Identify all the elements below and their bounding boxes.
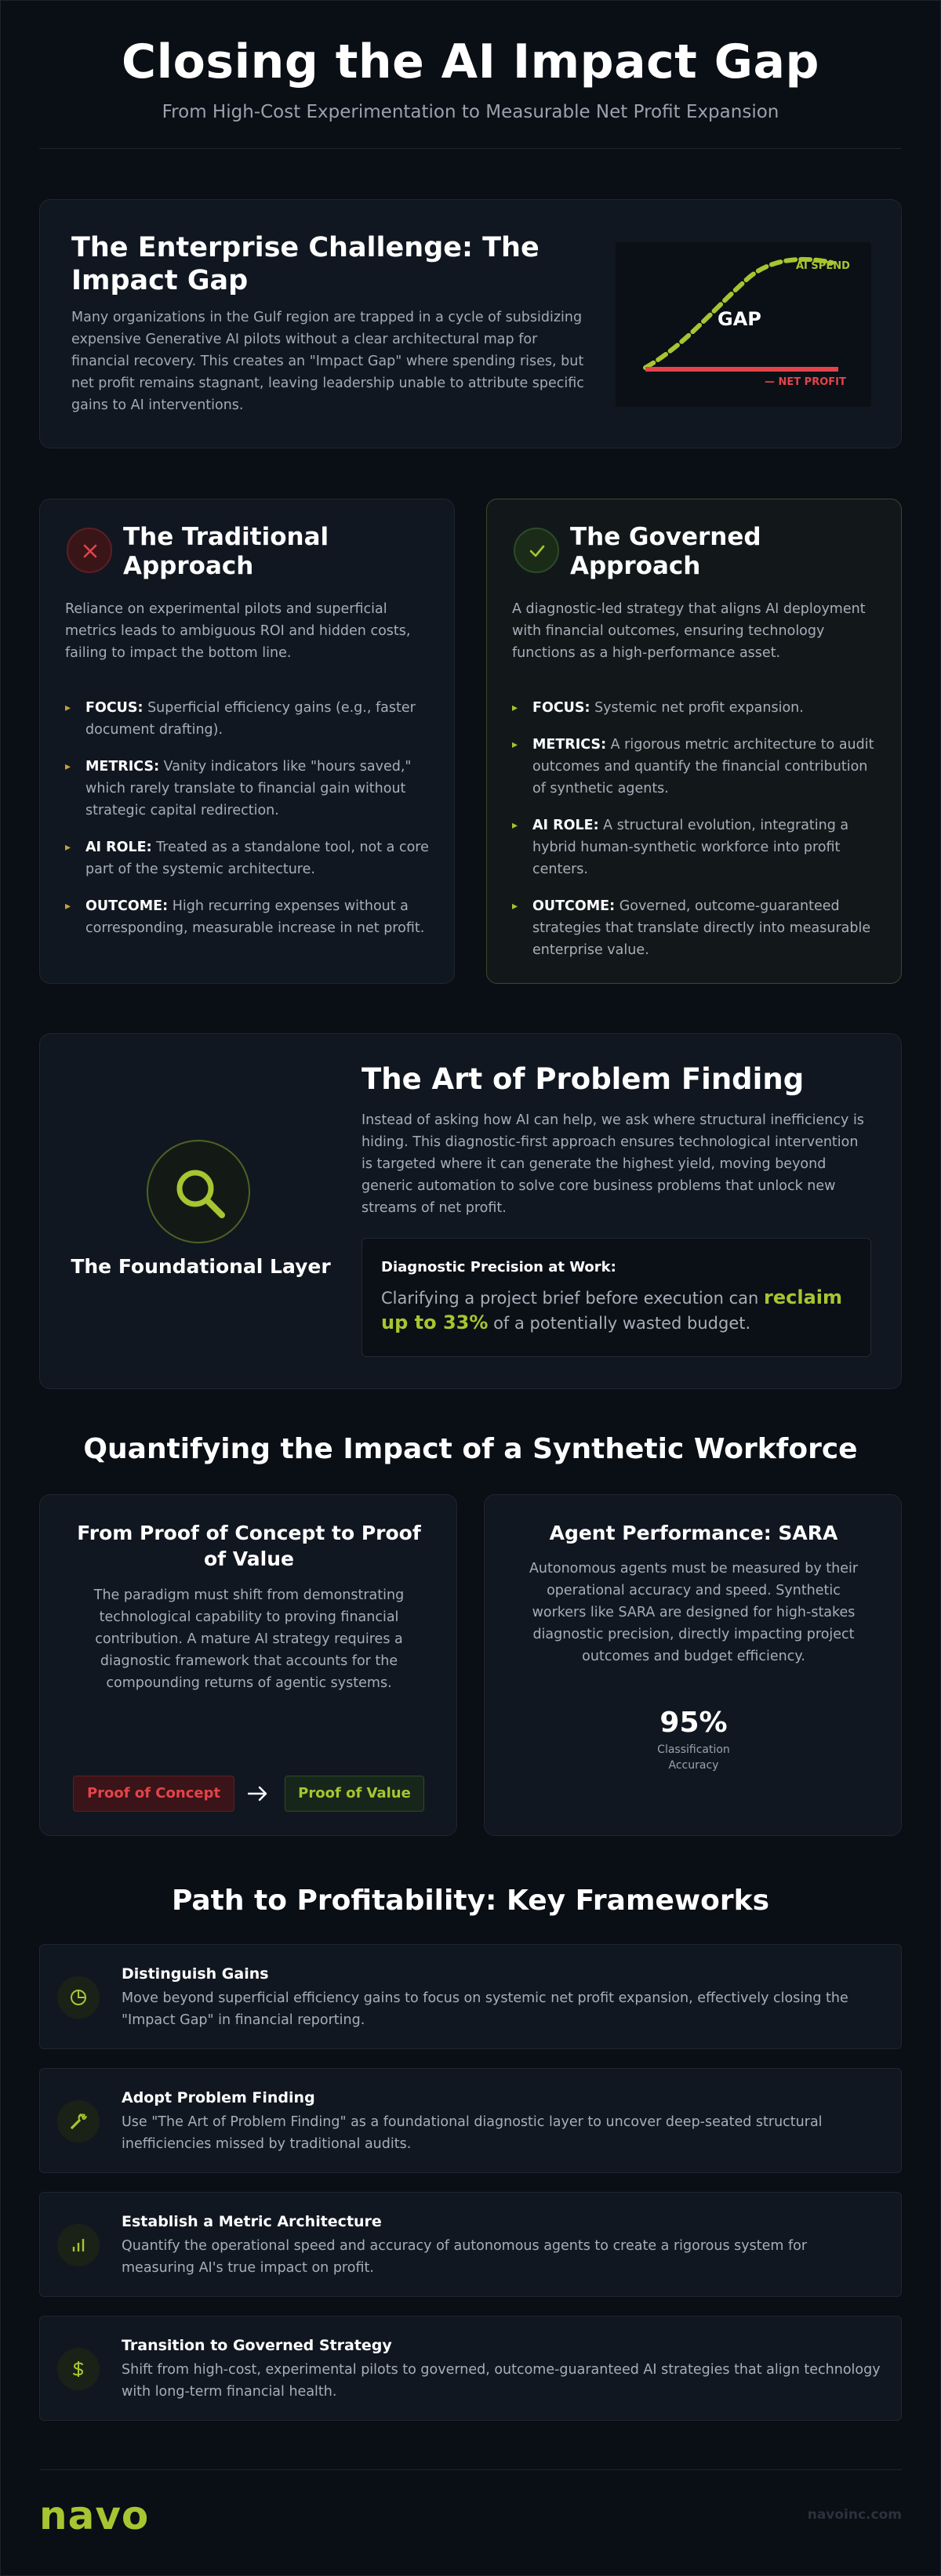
list-item	[512, 815, 881, 880]
item-text: A rigorous metric architecture to audit outcomes and quantify the financial contribution of synthetic agents.	[532, 737, 874, 796]
framework-body: Move beyond superficial efficiency gains to focus on systemic net profit expansion, effectively closing the "Impact Gap" in financial reporting.	[122, 1990, 848, 2028]
stat-label-1: Classification	[657, 1743, 730, 1756]
stat-value: 95%	[659, 1707, 728, 1739]
framework-item-metric-architecture	[39, 2192, 902, 2297]
traditional-approach-card	[39, 499, 455, 984]
bullet-icon: ▸	[65, 760, 71, 773]
list-item	[512, 697, 881, 719]
sara-card	[484, 1494, 902, 1836]
list-item	[512, 895, 881, 961]
item-key: METRICS:	[85, 759, 160, 775]
item-key: OUTCOME:	[85, 898, 169, 914]
framework-item-distinguish-gains	[39, 1944, 902, 2049]
wrench-icon	[57, 2100, 100, 2142]
framework-title: Distinguish Gains	[122, 1965, 269, 1983]
governed-approach-card	[486, 499, 902, 984]
list-item	[65, 895, 434, 939]
gap-label: GAP	[718, 308, 761, 330]
check-icon	[514, 528, 559, 573]
framework-title: Adopt Problem Finding	[122, 2089, 315, 2106]
page-header	[39, 0, 902, 149]
challenge-title: The Enterprise Challenge: The Impact Gap	[71, 232, 540, 296]
traditional-title: The Traditional Approach	[123, 523, 329, 580]
bullet-icon: ▸	[65, 900, 71, 912]
bullet-icon: ▸	[512, 738, 518, 751]
workforce-section-title: Quantifying the Impact of a Synthetic Workforce	[83, 1433, 858, 1465]
callout-heading: Diagnostic Precision at Work:	[381, 1259, 616, 1275]
governed-intro: A diagnostic-led strategy that aligns AI deployment with financial outcomes, ensuring technology functions as a high-performance asset.	[512, 601, 866, 661]
item-key: AI ROLE:	[85, 840, 152, 855]
page-title: Closing the AI Impact Gap	[122, 34, 819, 89]
problem-finding-card	[39, 1033, 902, 1389]
framework-title: Establish a Metric Architecture	[122, 2213, 382, 2230]
impact-gap-graphic	[616, 242, 871, 407]
stat-label-2: Accuracy	[668, 1759, 719, 1772]
item-text: High recurring expenses without a corresponding, measurable increase in net profit.	[85, 898, 425, 936]
footer-divider	[39, 2469, 902, 2470]
navo-logo: navo	[39, 2493, 150, 2538]
challenge-card	[39, 199, 902, 448]
frameworks-title: Path to Profitability: Key Frameworks	[171, 1885, 770, 1917]
list-item	[512, 734, 881, 800]
traditional-list	[65, 697, 434, 954]
proof-of-value-badge: Proof of Value	[285, 1776, 424, 1812]
poc-to-pov-card	[39, 1494, 457, 1836]
item-text: A structural evolution, integrating a hybrid human-synthetic workforce into profit centers.	[532, 818, 849, 877]
bullet-icon: ▸	[65, 702, 71, 714]
callout-post: of a potentially wasted budget.	[488, 1314, 751, 1333]
item-key: FOCUS:	[532, 700, 590, 716]
traditional-intro: Reliance on experimental pilots and superficial metrics leads to ambiguous ROI and hidden costs, failing to impact the bottom line.	[65, 601, 411, 661]
item-key: FOCUS:	[85, 700, 144, 716]
bullet-icon: ▸	[512, 702, 518, 714]
problem-finding-title: The Art of Problem Finding	[362, 1062, 805, 1096]
item-text: Systemic net profit expansion.	[590, 700, 804, 716]
poc-card-title: From Proof of Concept to Proof of Value	[77, 1522, 421, 1570]
framework-body: Use "The Art of Problem Finding" as a foundational diagnostic layer to uncover deep-seated structural inefficiencies missed by traditional audits.	[122, 2114, 823, 2152]
arrow-right-icon	[245, 1782, 271, 1805]
diagnostic-callout	[362, 1238, 871, 1357]
magnifier-icon	[147, 1140, 250, 1243]
item-text: Superficial efficiency gains (e.g., faster document drafting).	[85, 700, 416, 738]
framework-title: Transition to Governed Strategy	[122, 2337, 392, 2354]
framework-item-governed-strategy	[39, 2316, 902, 2421]
item-text: Treated as a standalone tool, not a core part of the systemic architecture.	[85, 840, 429, 877]
pie-chart-icon	[57, 1976, 100, 2019]
callout-text	[381, 1286, 852, 1336]
framework-item-problem-finding	[39, 2068, 902, 2173]
impact-gap-svg	[616, 242, 871, 407]
list-item	[65, 836, 434, 880]
item-key: OUTCOME:	[532, 898, 616, 914]
x-icon	[67, 528, 112, 573]
accuracy-stat	[485, 1707, 903, 1773]
list-item	[65, 697, 434, 741]
item-text: Vanity indicators like "hours saved," which rarely translate to financial gain without strategic capital redirection.	[85, 759, 412, 818]
callout-highlight: reclaim up to 33%	[381, 1286, 842, 1333]
problem-finding-body: Instead of asking how AI can help, we ask where structural inefficiency is hiding. This diagnostic-first approach ensures technological intervention is targeted where it can generate the highest yield, moving beyond generic automation to solve core business problems that unlock new streams of net profit.	[362, 1112, 864, 1216]
bullet-icon: ▸	[512, 900, 518, 912]
framework-body: Quantify the operational speed and accuracy of autonomous agents to create a rigorous system for measuring AI's true impact on profit.	[122, 2238, 808, 2276]
item-key: METRICS:	[532, 737, 607, 753]
net-profit-label: — NET PROFIT	[765, 376, 846, 388]
governed-title: The Governed Approach	[570, 523, 761, 580]
footer-site-link[interactable]: navoinc.com	[807, 2507, 902, 2523]
dollar-icon	[57, 2348, 100, 2390]
sara-card-body: Autonomous agents must be measured by their operational accuracy and speed. Synthetic workers like SARA are designed for high-stakes diagnostic precision, directly impacting project outcomes and budget efficiency.	[529, 1561, 859, 1664]
page-subtitle: From High-Cost Experimentation to Measurable Net Profit Expansion	[162, 102, 779, 122]
item-key: AI ROLE:	[532, 818, 599, 833]
framework-body: Shift from high-cost, experimental pilots to governed, outcome-guaranteed AI strategies that align technology with long-term financial health.	[122, 2362, 881, 2400]
list-item	[65, 756, 434, 822]
callout-pre: Clarifying a project brief before execution can	[381, 1289, 764, 1308]
proof-of-concept-badge: Proof of Concept	[73, 1776, 234, 1812]
bullet-icon: ▸	[512, 819, 518, 832]
sara-card-title: Agent Performance: SARA	[549, 1522, 838, 1544]
bar-chart-icon	[57, 2224, 100, 2266]
poc-card-body: The paradigm must shift from demonstrating technological capability to proving financial contribution. A mature AI strategy requires a diagnostic framework that accounts for the compounding returns of agentic systems.	[93, 1587, 405, 1691]
challenge-body: Many organizations in the Gulf region are trapped in a cycle of subsidizing expensive Generative AI pilots without a clear architectural map for financial recovery. This creates an "Impact Gap" where spending rises, but net profit remains stagnant, leaving leadership unable to attribute specific gains to AI interventions.	[71, 310, 584, 413]
governed-list	[512, 697, 881, 976]
item-text: Governed, outcome-guaranteed strategies that translate directly into measurable enterprise value.	[532, 898, 871, 958]
bullet-icon: ▸	[65, 841, 71, 854]
ai-spend-label: AI SPEND	[796, 260, 850, 272]
foundational-layer-label: The Foundational Layer	[71, 1255, 331, 1278]
